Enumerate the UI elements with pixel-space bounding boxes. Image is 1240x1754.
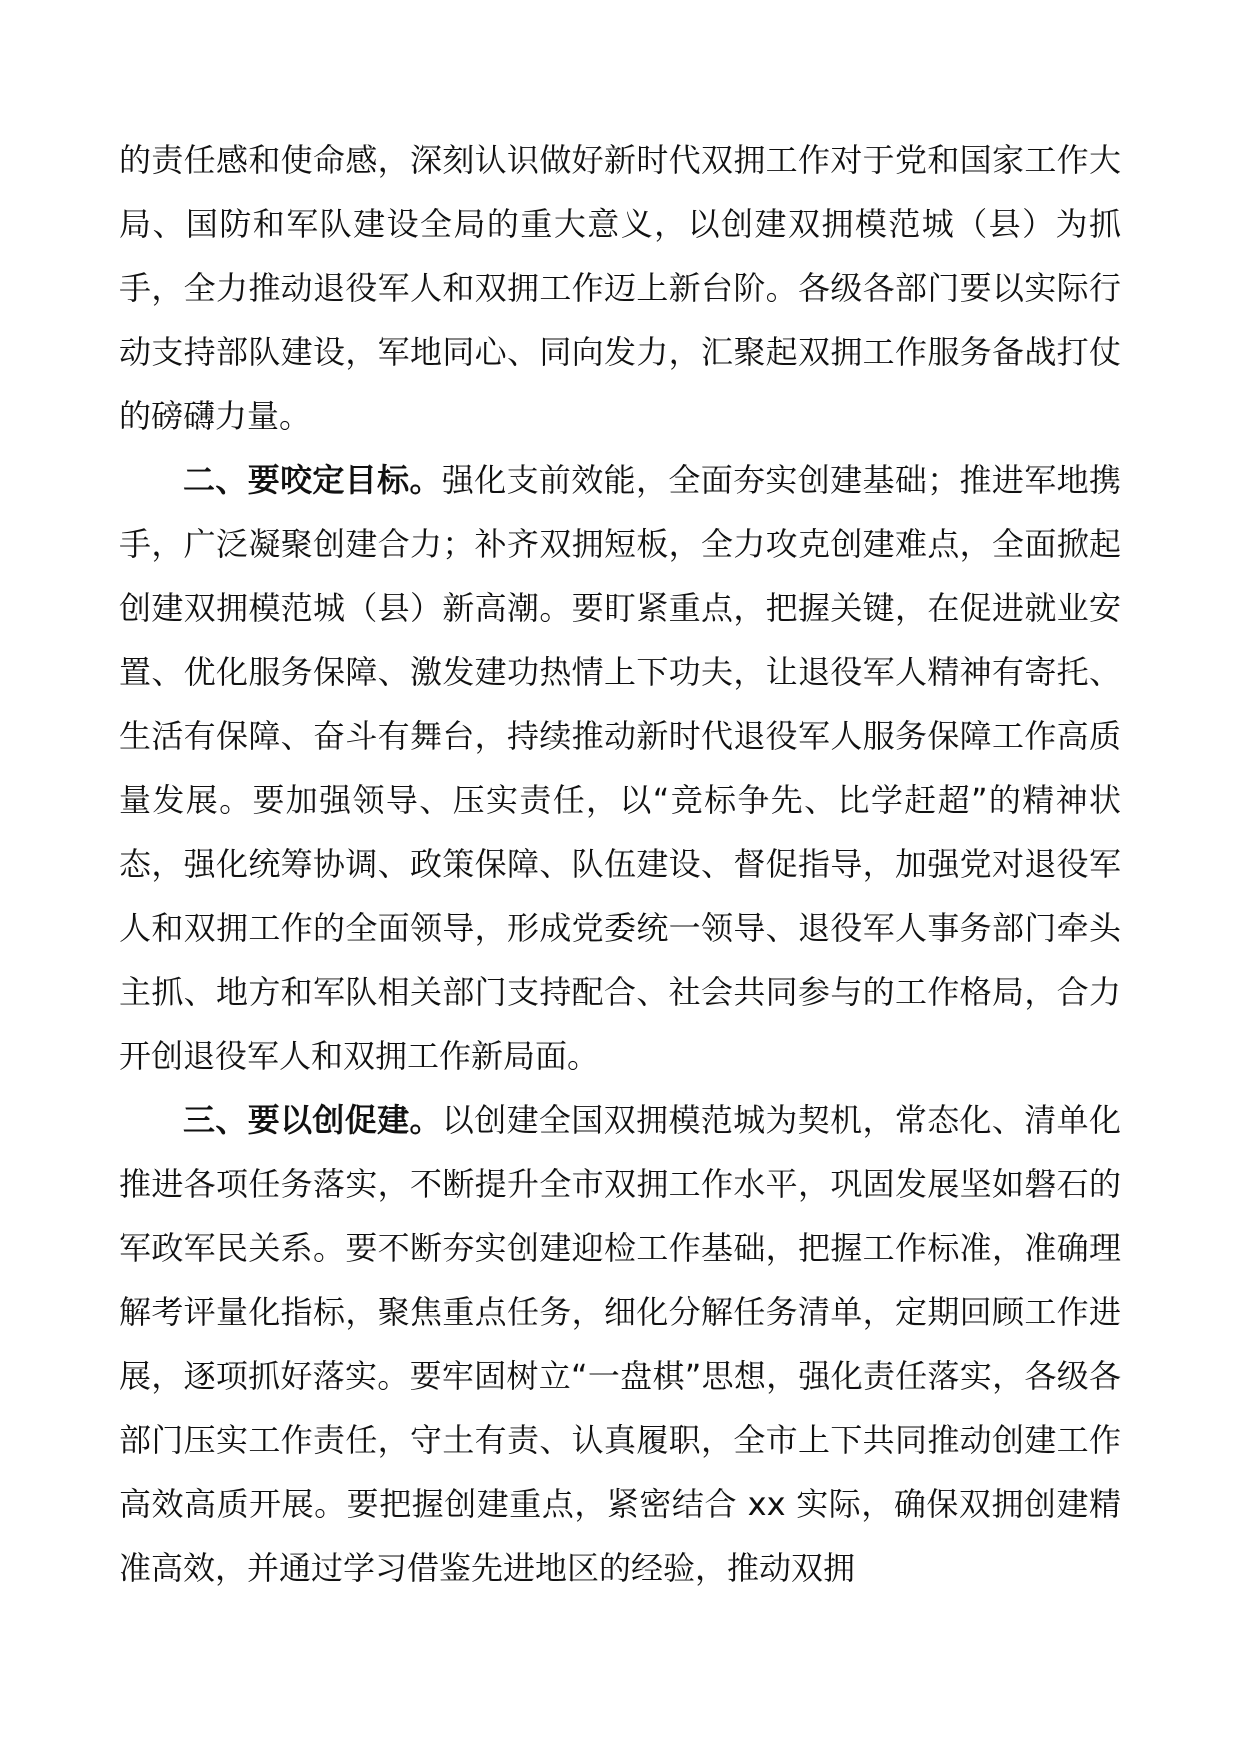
paragraph-1: [119, 128, 1121, 448]
document-page: [119, 128, 1121, 1600]
paragraph-2: [119, 448, 1121, 1088]
paragraph-2-text: 强化支前效能，全面夯实创建基础；推进军地携手，广泛凝聚创建合力；补齐双拥短板，全力攻克创建难点，全面掀起创建双拥模范城（县）新高潮。要盯紧重点，把握关键，在促进就业安置、优化服务保障、激发建功热情上下功夫，让退役军人精神有寄托、生活有保障、奋斗有舞台，持续推动新时代退役军人服务保障工作高质量发展。要加强领导、压实责任，以“竞标争先、比学赶超”的精神状态，强化统筹协调、政策保障、队伍建设、督促指导，加强党对退役军人和双拥工作的全面领导，形成党委统一领导、退役军人事务部门牵头主抓、地方和军队相关部门支持配合、社会共同参与的工作格局，合力开创退役军人和双拥工作新局面。: [119, 461, 1121, 1075]
paragraph-3-lead: 三、要以创促建。: [183, 1101, 442, 1139]
paragraph-3-text: 以创建全国双拥模范城为契机，常态化、清单化推进各项任务落实，不断提升全市双拥工作水平，巩固发展坚如磐石的军政军民关系。要不断夯实创建迎检工作基础，把握工作标准，准确理解考评量化指标，聚焦重点任务，细化分解任务清单，定期回顾工作进展，逐项抓好落实。要牢固树立“一盘棋”思想，强化责任落实，各级各部门压实工作责任，守土有责、认真履职，全市上下共同推动创建工作高效高质开展。要把握创建重点，紧密结合 xx 实际，确保双拥创建精准高效，并通过学习借鉴先进地区的经验，推动双拥: [119, 1101, 1121, 1587]
paragraph-3: [119, 1088, 1121, 1600]
paragraph-1-text: 的责任感和使命感，深刻认识做好新时代双拥工作对于党和国家工作大局、国防和军队建设全局的重大意义，以创建双拥模范城（县）为抓手，全力推动退役军人和双拥工作迈上新台阶。各级各部门要以实际行动支持部队建设，军地同心、同向发力，汇聚起双拥工作服务备战打仗的磅礴力量。: [119, 141, 1121, 435]
paragraph-2-lead: 二、要咬定目标。: [183, 461, 442, 499]
